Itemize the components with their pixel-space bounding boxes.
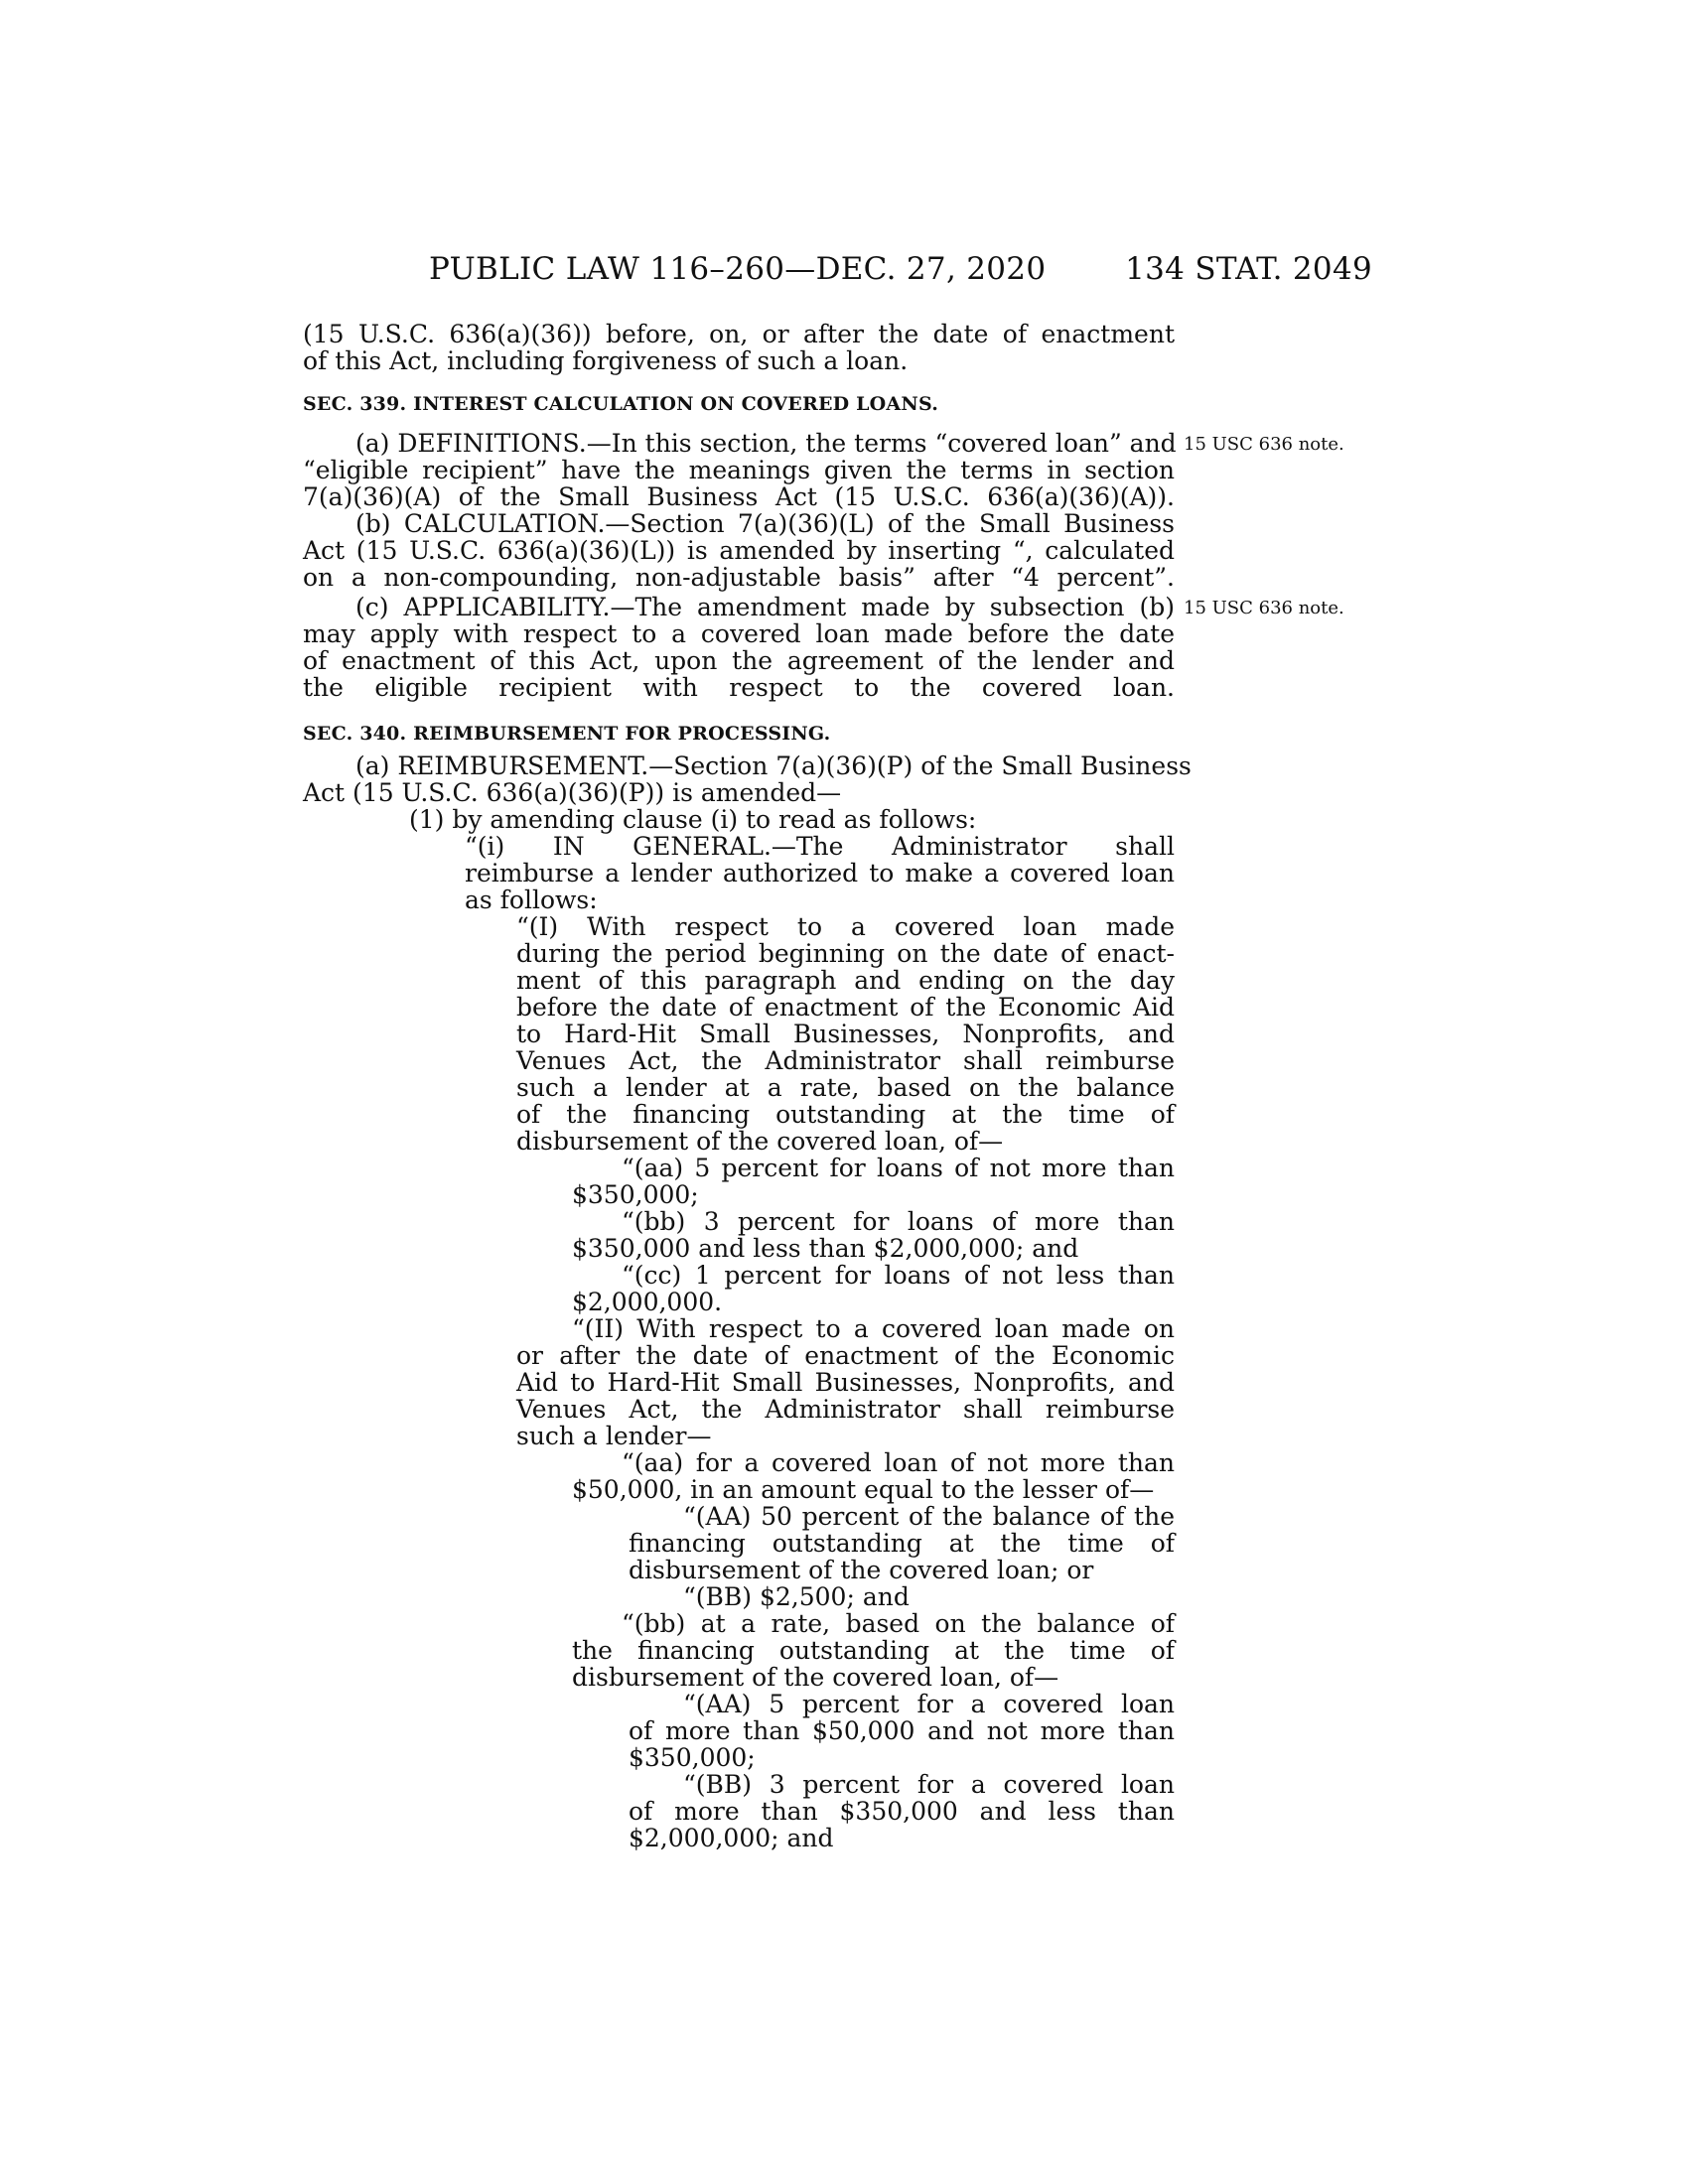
text-line: “(cc) 1 percent for loans of not less than xyxy=(622,1261,1175,1290)
text-line: financing outstanding at the time of xyxy=(629,1529,1175,1558)
text-line: before the date of enactment of the Economic Aid xyxy=(516,993,1175,1022)
text-line: Venues Act, the Administrator shall reimburse xyxy=(516,1395,1175,1424)
text-line: Aid to Hard-Hit Small Businesses, Nonprofits, and xyxy=(516,1368,1175,1397)
text-line: “(I) With respect to a covered loan made xyxy=(516,912,1175,941)
margin-note: 15 USC 636 note. xyxy=(1184,598,1344,618)
text-line: $350,000 and less than $2,000,000; and xyxy=(572,1234,1079,1263)
text-line: $2,000,000; and xyxy=(629,1824,834,1852)
text-line: (1) by amending clause (i) to read as follows: xyxy=(409,805,977,834)
text-line: of more than $50,000 and not more than xyxy=(629,1716,1175,1745)
text-line: the financing outstanding at the time of xyxy=(572,1636,1175,1665)
text-line: “(bb) 3 percent for loans of more than xyxy=(622,1207,1175,1236)
text-line: such a lender at a rate, based on the balance xyxy=(516,1073,1175,1102)
text-line: “(AA) 50 percent of the balance of the xyxy=(683,1502,1175,1531)
text-line: “(II) With respect to a covered loan made on xyxy=(572,1314,1175,1343)
text-line: “(i) IN GENERAL.—The Administrator shall xyxy=(465,832,1175,861)
text-line: “(BB) $2,500; and xyxy=(683,1582,910,1611)
text-line: $50,000, in an amount equal to the lesser of— xyxy=(572,1475,1155,1504)
text-line: disbursement of the covered loan; or xyxy=(629,1556,1094,1584)
text-line: “(AA) 5 percent for a covered loan xyxy=(683,1690,1175,1718)
text-line: $350,000; xyxy=(629,1743,756,1772)
text-line: “eligible recipient” have the meanings given the terms in section xyxy=(303,456,1175,484)
text-line: of more than $350,000 and less than xyxy=(629,1797,1175,1826)
text-line: on a non-compounding, non-adjustable basis” after “4 percent”. xyxy=(303,563,1175,592)
text-line: “(aa) 5 percent for loans of not more than xyxy=(622,1154,1175,1182)
section-heading-339: SEC. 339. INTEREST CALCULATION ON COVERED LOANS. xyxy=(303,393,939,415)
text-line: disbursement of the covered loan, of— xyxy=(572,1663,1059,1692)
text-line: reimburse a lender authorized to make a covered loan xyxy=(465,859,1175,887)
running-header-law: PUBLIC LAW 116–260—DEC. 27, 2020 xyxy=(429,251,1047,287)
text-line: as follows: xyxy=(465,886,598,914)
text-line: (15 U.S.C. 636(a)(36)) before, on, or after the date of enactment xyxy=(303,320,1175,348)
text-line: “(bb) at a rate, based on the balance of xyxy=(622,1609,1175,1638)
text-line: Venues Act, the Administrator shall reimburse xyxy=(516,1046,1175,1075)
text-line: $2,000,000. xyxy=(572,1288,723,1316)
text-line: (c) APPLICABILITY.—The amendment made by subsection (b) xyxy=(355,593,1175,621)
text-line: the eligible recipient with respect to the covered loan. xyxy=(303,673,1175,702)
text-line: to Hard-Hit Small Businesses, Nonprofits, and xyxy=(516,1020,1175,1048)
text-line: disbursement of the covered loan, of— xyxy=(516,1127,1004,1156)
text-line: of enactment of this Act, upon the agreement of the lender and xyxy=(303,646,1175,675)
text-line: (a) DEFINITIONS.—In this section, the terms “covered loan” and xyxy=(355,429,1177,458)
text-line: of this Act, including forgiveness of such a loan. xyxy=(303,346,909,375)
text-line: (b) CALCULATION.—Section 7(a)(36)(L) of the Small Business xyxy=(355,509,1175,538)
text-line: Act (15 U.S.C. 636(a)(36)(L)) is amended by inserting “, calculated xyxy=(303,536,1175,565)
text-line: such a lender— xyxy=(516,1422,712,1450)
text-line: or after the date of enactment of the Economic xyxy=(516,1341,1175,1370)
text-line: “(aa) for a covered loan of not more than xyxy=(622,1448,1175,1477)
text-line: “(BB) 3 percent for a covered loan xyxy=(683,1770,1175,1799)
text-line: 7(a)(36)(A) of the Small Business Act (15 U.S.C. 636(a)(36)(A)). xyxy=(303,482,1175,511)
section-heading-340: SEC. 340. REIMBURSEMENT FOR PROCESSING. xyxy=(303,723,831,745)
text-line: Act (15 U.S.C. 636(a)(36)(P)) is amended— xyxy=(303,778,842,807)
running-header-page: 134 STAT. 2049 xyxy=(1125,251,1372,287)
text-line: (a) REIMBURSEMENT.—Section 7(a)(36)(P) of the Small Business xyxy=(355,751,1192,780)
text-line: ment of this paragraph and ending on the day xyxy=(516,966,1175,995)
text-line: may apply with respect to a covered loan made before the date xyxy=(303,619,1175,648)
text-line: $350,000; xyxy=(572,1180,699,1209)
margin-note: 15 USC 636 note. xyxy=(1184,434,1344,455)
text-line: of the financing outstanding at the time of xyxy=(516,1100,1175,1129)
text-line: during the period beginning on the date of enact- xyxy=(516,939,1175,968)
